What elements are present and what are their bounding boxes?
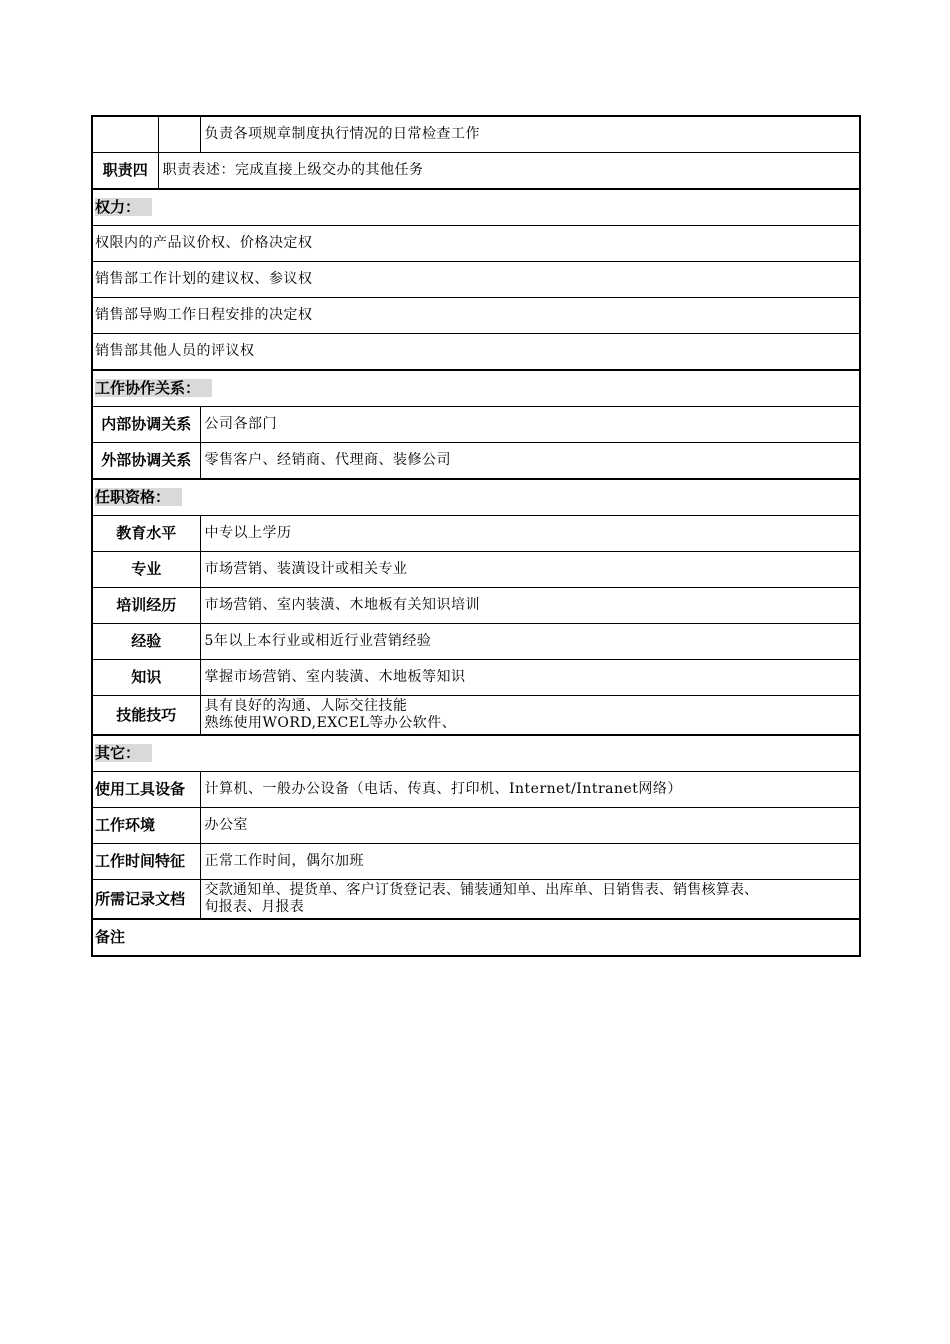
docs-line: 旬报表、月报表 (204, 899, 304, 915)
qualification-label: 教育水平 (92, 516, 200, 552)
docs-line: 交款通知单、提货单、客户订货登记表、铺装通知单、出库单、日销售表、销售核算表、 (204, 882, 759, 898)
job-description-table (91, 115, 861, 957)
other-row (92, 772, 860, 808)
notes-label: 备注 (92, 919, 860, 956)
qualification-row (92, 516, 860, 552)
other-value: 计算机、一般办公设备（电话、传真、打印机、Internet/Intranet网络） (200, 772, 860, 808)
authority-item-row (92, 298, 860, 334)
skills-row (92, 696, 860, 736)
notes-row (92, 919, 860, 956)
authority-item: 销售部导购工作日程安排的决定权 (92, 298, 860, 334)
duty4-row (92, 153, 860, 190)
docs-label: 所需记录文档 (92, 880, 200, 920)
skills-line: 熟练使用WORD,EXCEL等办公软件、 (204, 715, 457, 731)
other-label: 使用工具设备 (92, 772, 200, 808)
other-heading-row (92, 735, 860, 772)
duty-continuation-row (92, 116, 860, 153)
skills-line: 具有良好的沟通、人际交往技能 (204, 698, 408, 714)
other-label: 工作环境 (92, 808, 200, 844)
qualification-value: 市场营销、室内装潢、木地板有关知识培训 (200, 588, 860, 624)
qualification-row (92, 588, 860, 624)
duty4-text: 职责表述：完成直接上级交办的其他任务 (158, 153, 860, 190)
authority-item: 销售部其他人员的评议权 (92, 334, 860, 371)
other-row (92, 844, 860, 880)
docs-row (92, 880, 860, 920)
qualification-value: 5年以上本行业或相近行业营销经验 (200, 624, 860, 660)
external-relations-value: 零售客户、经销商、代理商、装修公司 (200, 443, 860, 480)
job-description-sheet (91, 115, 859, 957)
qualifications-heading-row (92, 479, 860, 516)
duty-blank-cell-2 (158, 116, 200, 153)
qualification-row (92, 660, 860, 696)
qualification-value: 掌握市场营销、室内装潢、木地板等知识 (200, 660, 860, 696)
other-row (92, 808, 860, 844)
internal-relations-label: 内部协调关系 (92, 407, 200, 443)
qualification-value: 中专以上学历 (200, 516, 860, 552)
authority-item-row (92, 262, 860, 298)
authority-item-row (92, 334, 860, 371)
other-heading: 其它： (92, 735, 860, 772)
skills-label: 技能技巧 (92, 696, 200, 736)
qualification-label: 知识 (92, 660, 200, 696)
external-relations-label: 外部协调关系 (92, 443, 200, 480)
internal-relations-row (92, 407, 860, 443)
authority-item: 销售部工作计划的建议权、参议权 (92, 262, 860, 298)
duty-blank-cell-1 (92, 116, 158, 153)
qualification-row (92, 552, 860, 588)
authority-item: 权限内的产品议价权、价格决定权 (92, 226, 860, 262)
qualifications-heading: 任职资格： (92, 479, 860, 516)
other-value: 正常工作时间，偶尔加班 (200, 844, 860, 880)
relations-heading: 工作协作关系： (92, 370, 860, 407)
qualification-row (92, 624, 860, 660)
other-label: 工作时间特征 (92, 844, 200, 880)
duty4-label: 职责四 (92, 153, 158, 190)
qualification-value: 市场营销、装潢设计或相关专业 (200, 552, 860, 588)
skills-value (200, 696, 860, 736)
authority-item-row (92, 226, 860, 262)
qualification-label: 经验 (92, 624, 200, 660)
other-value: 办公室 (200, 808, 860, 844)
external-relations-row (92, 443, 860, 480)
relations-heading-row (92, 370, 860, 407)
docs-value (200, 880, 860, 920)
duty-continuation-text: 负责各项规章制度执行情况的日常检查工作 (200, 116, 860, 153)
authority-heading-row (92, 189, 860, 226)
qualification-label: 培训经历 (92, 588, 200, 624)
authority-heading: 权力： (92, 189, 860, 226)
internal-relations-value: 公司各部门 (200, 407, 860, 443)
qualification-label: 专业 (92, 552, 200, 588)
